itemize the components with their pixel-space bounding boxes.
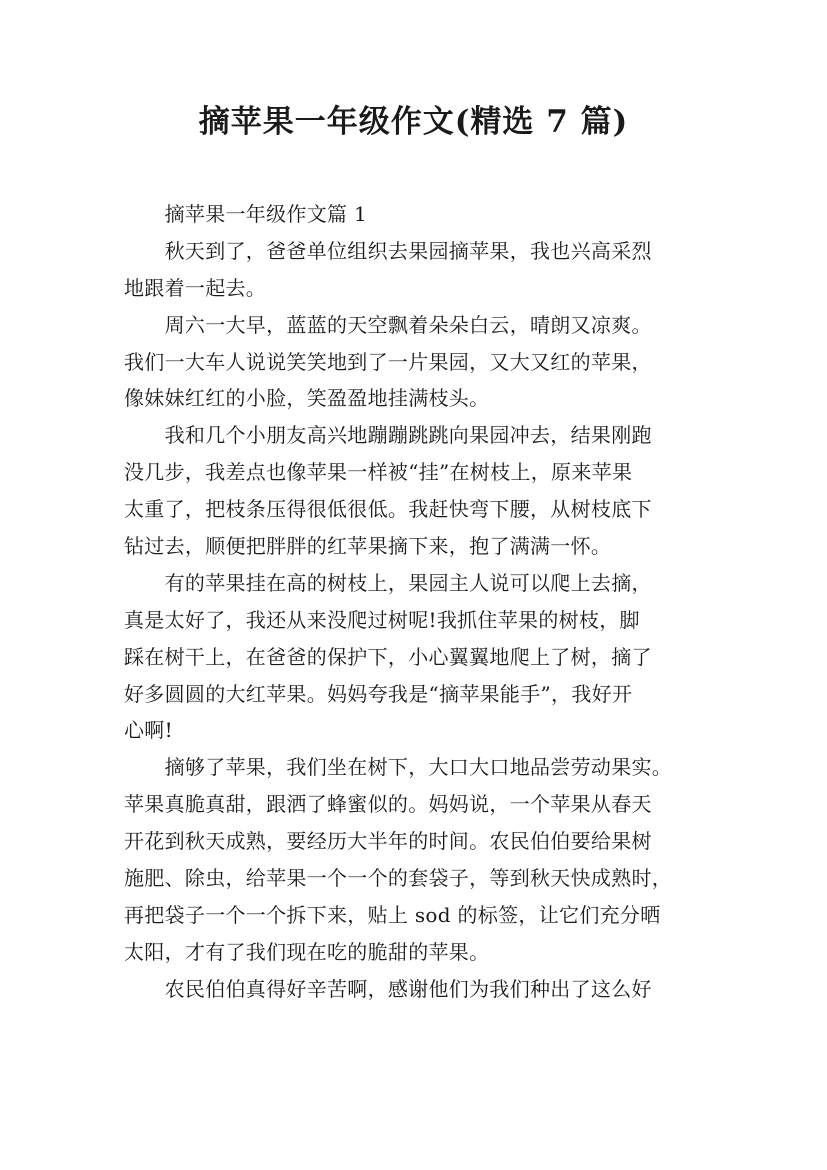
text-line: 心啊! (124, 718, 173, 743)
text-line: 像妹妹红红的小脸，笑盈盈地挂满枝头。 (124, 386, 490, 411)
heading-line: 摘苹果一年级作文篇 1 (124, 202, 367, 226)
text-line: 没几步，我差点也像苹果一样被“挂”在树枝上，原来苹果 (124, 460, 633, 485)
text-line: 我们一大车人说说笑笑地到了一片果园，又大又红的苹果， (124, 349, 652, 374)
text-line: 太重了，把枝条压得很低很低。我赶快弯下腰，从树枝底下 (124, 497, 652, 522)
text-line: 踩在树干上，在爸爸的保护下，小心翼翼地爬上了树，摘了 (124, 644, 652, 669)
text-line: 再把袋子一个一个拆下来，贴上 sod 的标签，让它们充分晒 (124, 902, 661, 927)
text-line: 我和几个小朋友高兴地蹦蹦跳跳向果园冲去，结果刚跑 (124, 423, 652, 448)
text-line: 摘够了苹果，我们坐在树下，大口大口地品尝劳动果实。 (124, 755, 673, 780)
text-line: 好多圆圆的大红苹果。妈妈夸我是“摘苹果能手”，我好开 (124, 681, 633, 706)
text-line: 农民伯伯真得好辛苦啊，感谢他们为我们种出了这么好 (124, 976, 652, 1001)
text-line: 开花到秋天成熟，要经历大半年的时间。农民伯伯要给果树 (124, 829, 652, 854)
text-line: 秋天到了，爸爸单位组织去果园摘苹果，我也兴高采烈 (124, 238, 652, 263)
text-line: 太阳，才有了我们现在吃的脆甜的苹果。 (124, 939, 490, 964)
document-title: 摘苹果一年级作文(精选 7 篇) (198, 104, 629, 140)
text-line: 施肥、除虫，给苹果一个一个的套袋子，等到秋天快成熟时， (124, 866, 673, 891)
text-line: 有的苹果挂在高的树枝上，果园主人说可以爬上去摘， (124, 570, 652, 595)
text-line: 地跟着一起去。 (124, 275, 267, 300)
text-line: 真是太好了，我还从来没爬过树呢!我抓住苹果的树枝，脚 (124, 607, 640, 632)
text-line: 苹果真脆真甜，跟洒了蜂蜜似的。妈妈说，一个苹果从春天 (124, 792, 652, 817)
text-line: 钻过去，顺便把胖胖的红苹果摘下来，抱了满满一怀。 (124, 534, 612, 559)
document-body (124, 196, 709, 1008)
text-line: 周六一大早，蓝蓝的天空飘着朵朵白云，晴朗又凉爽。 (124, 312, 652, 337)
